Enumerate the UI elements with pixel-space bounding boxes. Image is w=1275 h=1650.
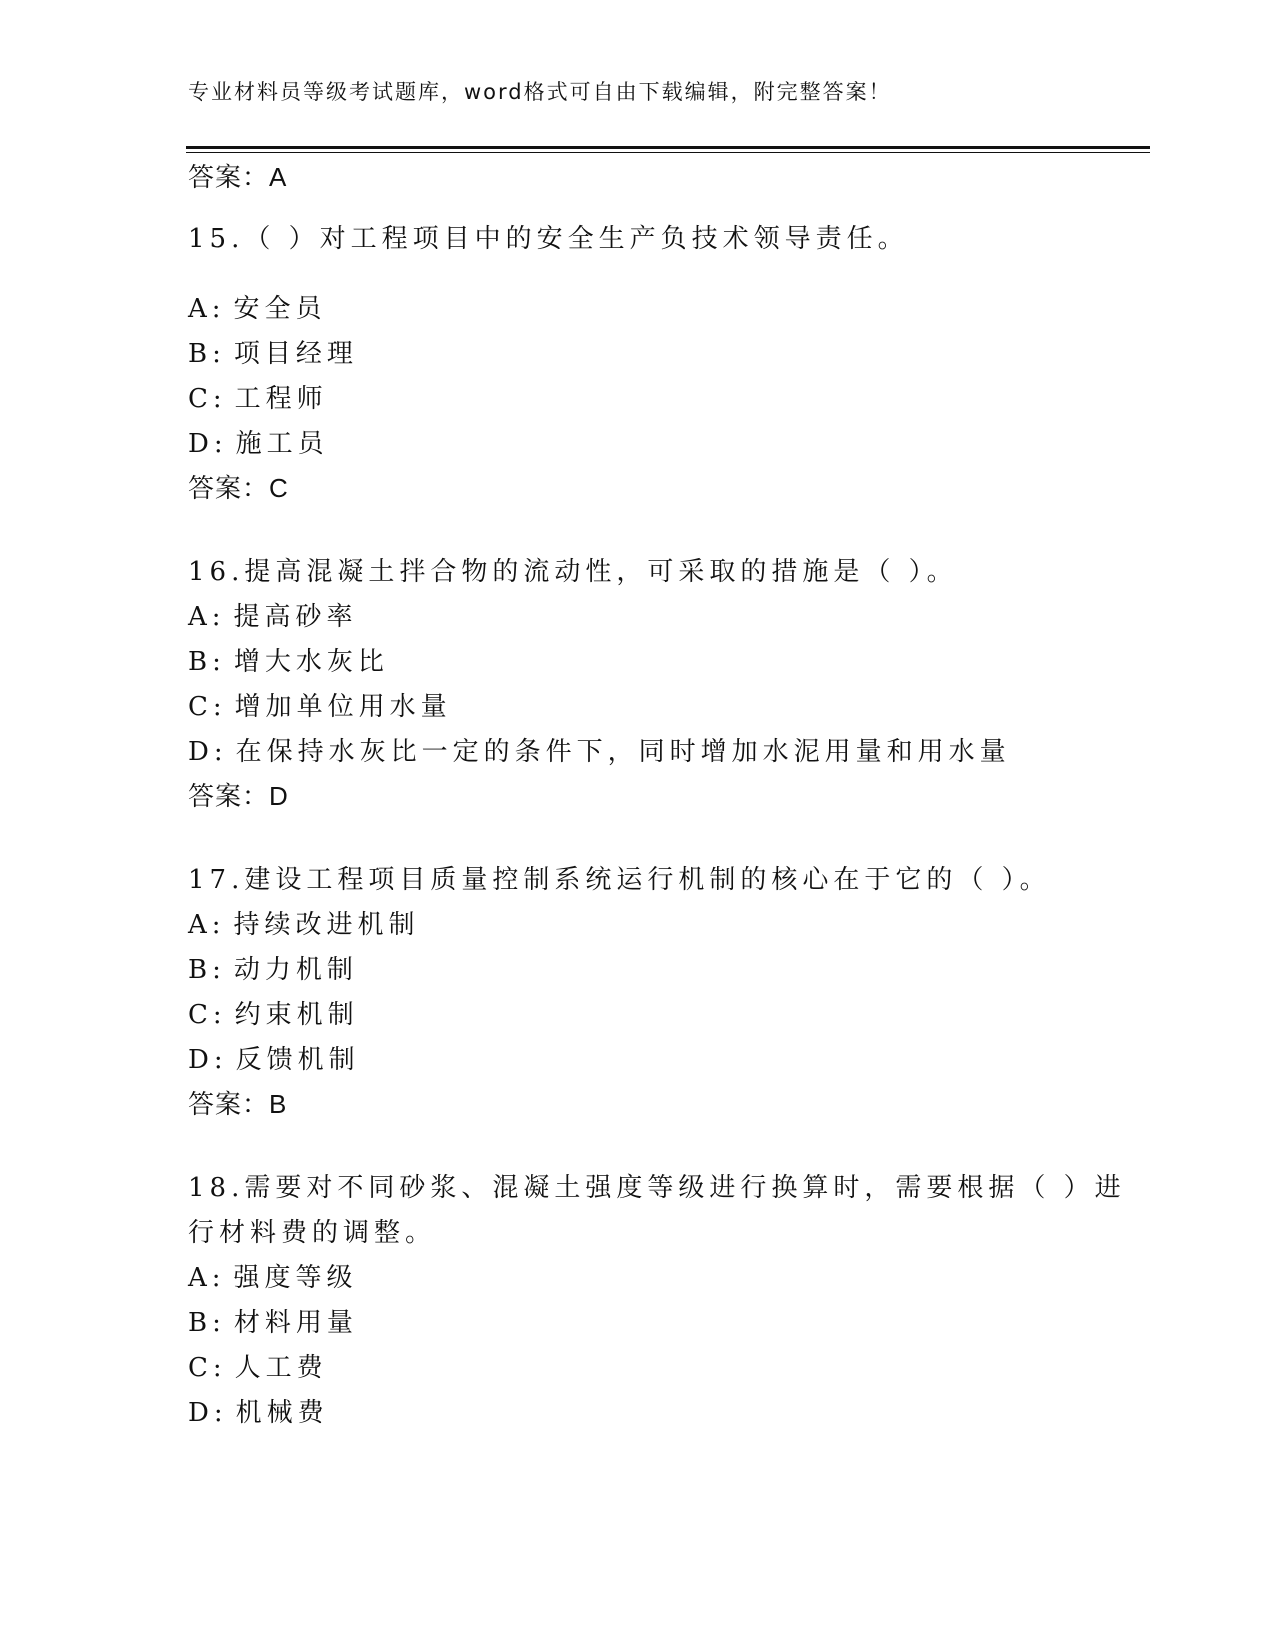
option-label: D: [188, 1045, 228, 1075]
question-15-stem: 15.（ ）对工程项目中的安全生产负技术领导责任。 [188, 224, 909, 254]
option-label: A: [188, 1263, 226, 1293]
question-15-option-d [188, 423, 329, 460]
option-label: C: [188, 1000, 227, 1030]
header-divider [186, 146, 1150, 153]
option-label: B: [188, 647, 226, 677]
question-16-stem: 16.提高混凝土拌合物的流动性，可采取的措施是（ ）。 [188, 557, 958, 587]
option-label: B: [188, 339, 226, 369]
question-17-option-a [188, 904, 420, 941]
question-17-answer: 答案：B [188, 1089, 288, 1119]
question-15-answer: 答案：C [188, 473, 289, 503]
option-text: 动力机制 [233, 955, 358, 985]
option-label: D: [188, 737, 228, 767]
option-text: 材料用量 [233, 1308, 358, 1338]
option-label: B: [188, 1308, 226, 1338]
question-16-option-b [188, 641, 389, 678]
option-label: A: [188, 910, 226, 940]
option-text: 增加单位用水量 [234, 692, 452, 722]
option-text: 约束机制 [234, 1000, 359, 1030]
previous-answer: 答案：A [188, 162, 288, 192]
question-17-option-b [188, 949, 358, 986]
option-label: C: [188, 384, 227, 414]
option-label: C: [188, 692, 227, 722]
question-15-option-a [188, 288, 327, 325]
option-text: 施工员 [235, 429, 329, 459]
option-text: 在保持水灰比一定的条件下，同时增加水泥用量和用水量 [235, 737, 1011, 767]
page-header: 专业材料员等级考试题库，word格式可自由下载编辑，附完整答案！ [188, 80, 892, 104]
option-text: 提高砂率 [233, 602, 358, 632]
option-text: 强度等级 [233, 1263, 358, 1293]
question-16-option-c [188, 686, 452, 723]
question-16-answer: 答案：D [188, 781, 289, 811]
question-18-stem-line-2: 行材料费的调整。 [188, 1218, 437, 1248]
option-text: 反馈机制 [235, 1045, 360, 1075]
question-18-stem-line-1: 18.需要对不同砂浆、混凝土强度等级进行换算时，需要根据（ ）进 [188, 1173, 1126, 1203]
question-18-option-d [188, 1392, 329, 1429]
question-16-option-d [188, 731, 1011, 768]
option-label: A: [188, 602, 226, 632]
question-17-stem: 17.建设工程项目质量控制系统运行机制的核心在于它的（ ）。 [188, 865, 1051, 895]
option-text: 增大水灰比 [233, 647, 389, 677]
option-label: C: [188, 1353, 227, 1383]
option-text: 机械费 [235, 1398, 329, 1428]
question-16-option-a [188, 596, 358, 633]
option-label: B: [188, 955, 226, 985]
question-17-option-d [188, 1039, 360, 1076]
question-18-option-c [188, 1347, 328, 1384]
question-15-option-c [188, 378, 328, 415]
option-text: 项目经理 [233, 339, 358, 369]
option-text: 安全员 [233, 294, 327, 324]
option-text: 工程师 [234, 384, 328, 414]
option-text: 持续改进机制 [233, 910, 420, 940]
question-18-option-b [188, 1302, 358, 1339]
option-label: D: [188, 429, 228, 459]
question-17-option-c [188, 994, 359, 1031]
question-18-option-a [188, 1257, 358, 1294]
option-label: A: [188, 294, 226, 324]
option-text: 人工费 [234, 1353, 328, 1383]
question-15-option-b [188, 333, 358, 370]
option-label: D: [188, 1398, 228, 1428]
